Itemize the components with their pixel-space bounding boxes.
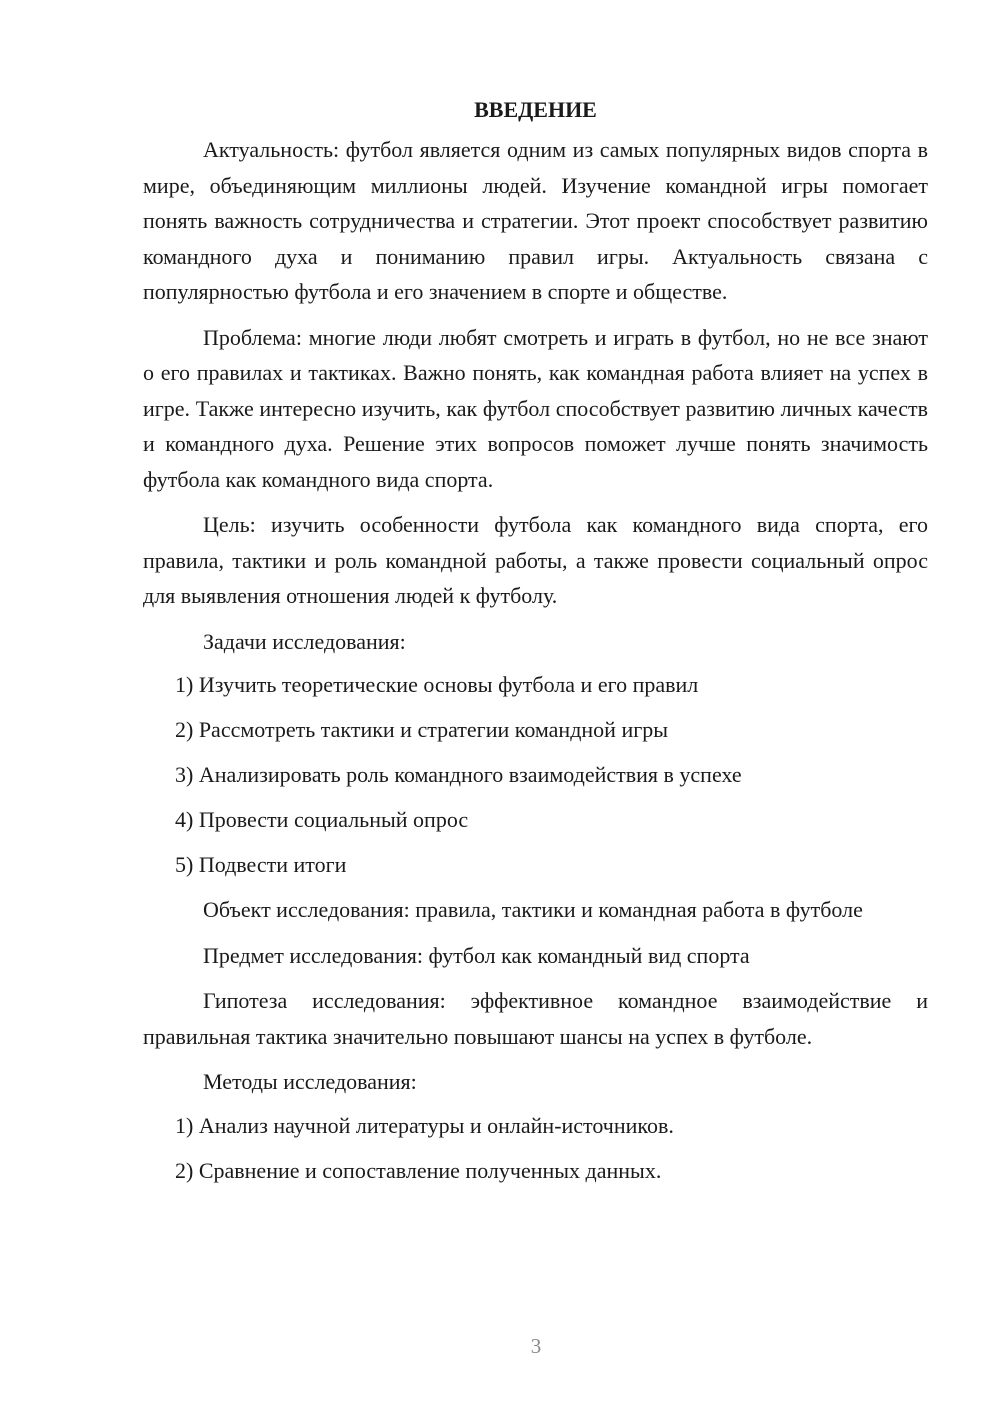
relevance-paragraph: Актуальность: футбол является одним из самых популярных видов спорта в мире, объединяющим миллионы людей. Изучение командной игры помогает понять важность сотрудничества и стратегии. Этот проект способствует развитию командного духа и пониманию правил игры. Актуальность связана с популярностью футбола и его значением в спорте и обществе. bbox=[143, 137, 928, 304]
subject-paragraph: Предмет исследования: футбол как командный вид спорта bbox=[203, 942, 750, 968]
task-item: 1) Изучить теоретические основы футбола и его правил bbox=[175, 672, 699, 697]
goal-paragraph: Цель: изучить особенности футбола как командного вида спорта, его правила, тактики и роль командной работы, а также провести социальный опрос для выявления отношения людей к футболу. bbox=[143, 512, 928, 608]
task-item: 2) Рассмотреть тактики и стратегии командной игры bbox=[175, 717, 669, 742]
object-paragraph: Объект исследования: правила, тактики и командная работа в футболе bbox=[203, 897, 863, 922]
problem-paragraph: Проблема: многие люди любят смотреть и играть в футбол, но не все знают о его правилах и тактиках. Важно понять, как командная работа влияет на успех в игре. Также интересно изучить, как футбол способствует развитию личных качеств и командного духа. Решение этих вопросов поможет лучше понять значимость футбола как командного вида спорта. bbox=[143, 324, 928, 492]
methods-heading: Методы исследования: bbox=[203, 1069, 417, 1094]
hypothesis-paragraph: Гипотеза исследования: эффективное командное взаимодействие и правильная тактика значительно повышают шансы на успех в футболе. bbox=[143, 988, 928, 1049]
task-item: 5) Подвести итоги bbox=[175, 852, 347, 877]
method-item: 2) Сравнение и сопоставление полученных данных. bbox=[175, 1157, 662, 1183]
task-item: 3) Анализировать роль командного взаимодействия в успехе bbox=[175, 762, 742, 787]
method-item: 1) Анализ научной литературы и онлайн-источников. bbox=[175, 1112, 674, 1138]
document-page bbox=[143, 92, 928, 1198]
page-number: 3 bbox=[530, 1334, 542, 1358]
section-heading: ВВЕДЕНИЕ bbox=[474, 97, 597, 122]
tasks-heading: Задачи исследования: bbox=[203, 628, 406, 654]
task-item: 4) Провести социальный опрос bbox=[175, 807, 469, 832]
